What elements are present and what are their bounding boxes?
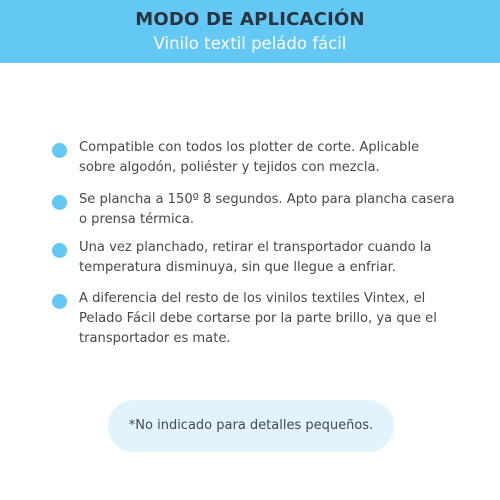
- bullet-dot-icon: [52, 143, 67, 158]
- list-item-line: temperatura disminuya, sin que llegue a enfriar.: [79, 260, 397, 275]
- page-subtitle: Vinilo textil peládo fácil: [153, 34, 347, 53]
- list-item-line: Una vez planchado, retirar el transportador cuando la: [79, 240, 432, 255]
- list-item-line: sobre algodón, poliéster y tejidos con mezcla.: [79, 160, 380, 175]
- list-item-line: Compatible con todos los plotter de corte. Aplicable: [79, 140, 420, 155]
- header-banner: [0, 0, 500, 63]
- list-item-text: [79, 138, 479, 178]
- bullet-dot-icon: [52, 294, 67, 309]
- page-title: MODO DE APLICACIÓN: [135, 9, 365, 30]
- list-item-line: transportador es mate.: [79, 331, 231, 346]
- list-item-line: o prensa térmica.: [79, 212, 195, 227]
- list-item-text: [79, 289, 479, 349]
- list-item-line: A diferencia del resto de los vinilos textiles Vintex, el: [79, 291, 426, 306]
- note-text: *No indicado para detalles pequeños.: [128, 418, 374, 433]
- bullet-dot-icon: [52, 195, 67, 210]
- list-item-line: Se plancha a 150º 8 segundos. Apto para plancha casera: [79, 192, 455, 207]
- list-item-text: [79, 190, 479, 230]
- list-item-text: [79, 238, 479, 278]
- note-badge: [108, 400, 394, 452]
- list-item-line: Pelado Fácil debe cortarse por la parte brillo, ya que el: [79, 311, 437, 326]
- bullet-dot-icon: [52, 243, 67, 258]
